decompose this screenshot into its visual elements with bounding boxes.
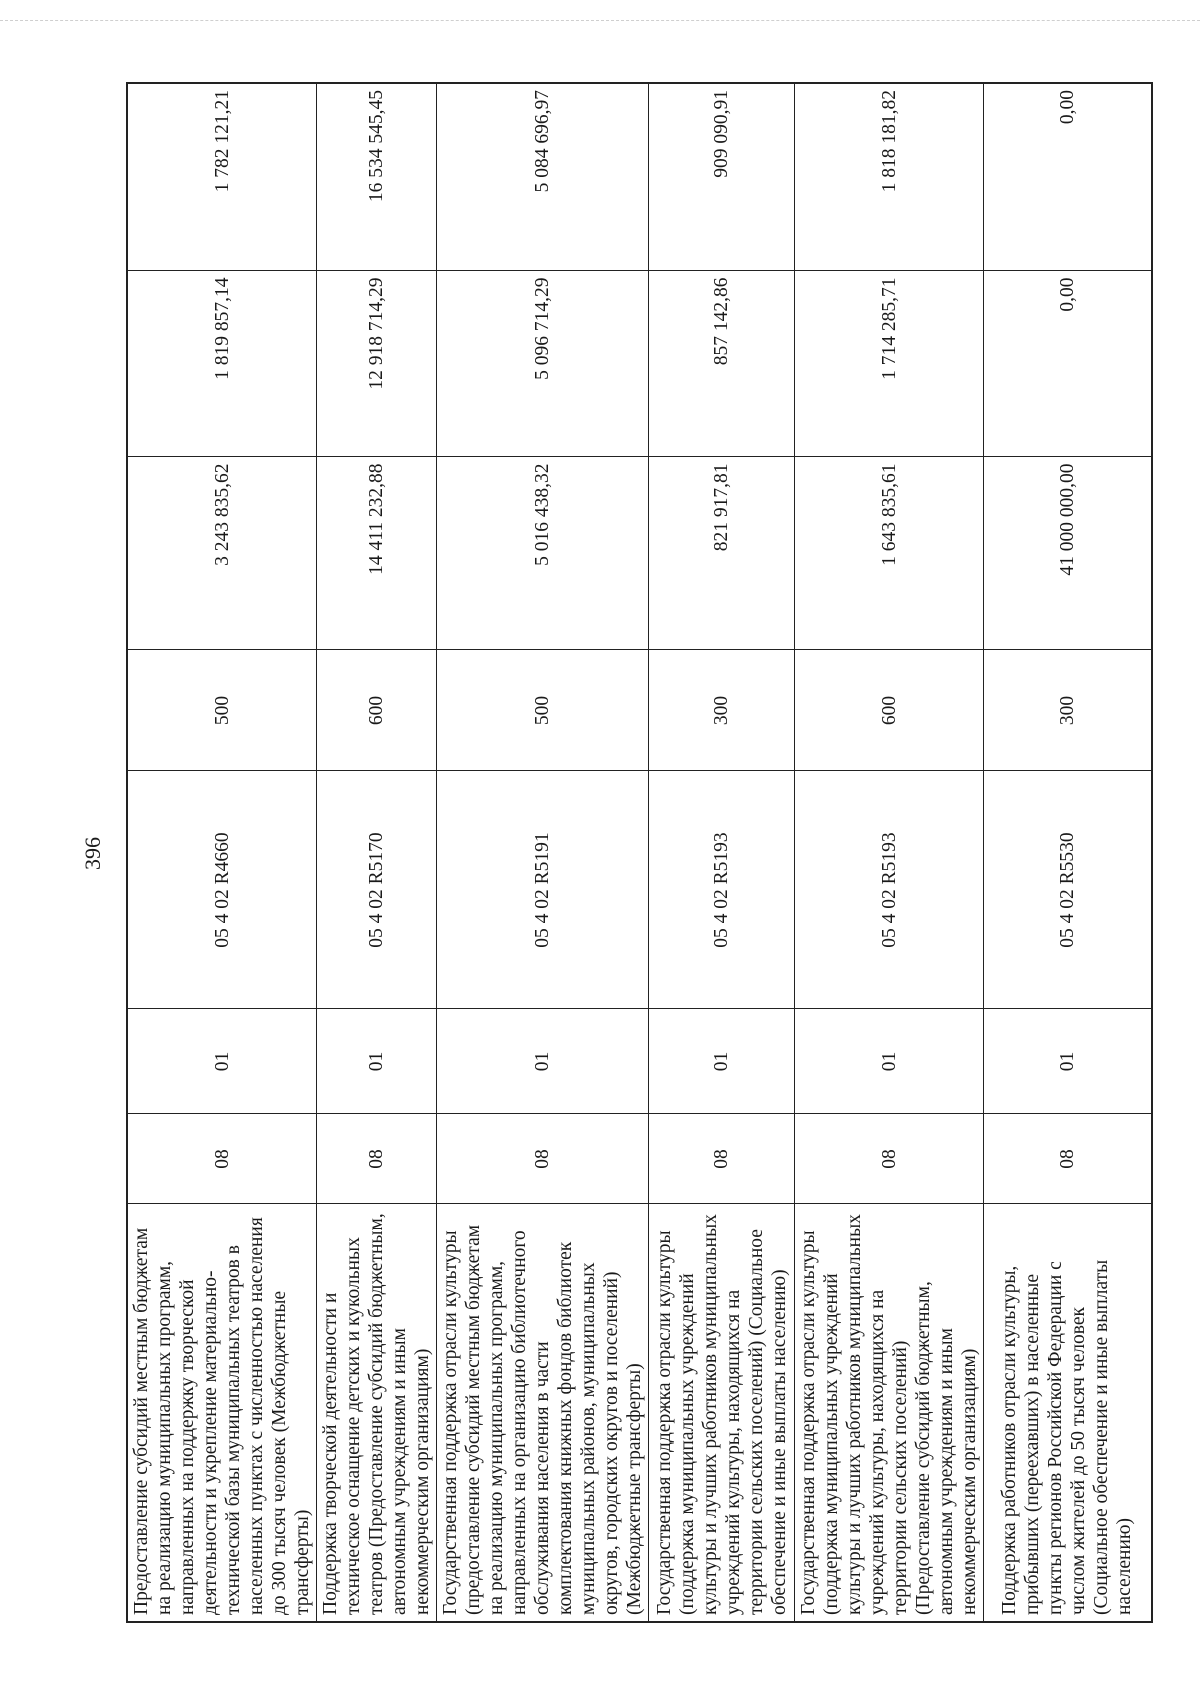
row-sum-3: 0,00 xyxy=(984,83,1152,271)
table-row xyxy=(437,83,649,1622)
row-name: Государственная поддержка отрасли культуры (предоставление субсидий местным бюджетам на реализацию муниципальных программ, направленных на организацию библиотечного обслуживания населения в части комплектования книжных фондов библиотек муниципальных районов, муниципальных округов, городских округов и поселений) (Межбюджетные трансферты) xyxy=(437,1204,649,1622)
row-csr: 05 4 02 R5530 xyxy=(984,771,1152,1009)
table-row xyxy=(795,83,984,1622)
row-vr: 500 xyxy=(437,650,649,771)
row-pr: 01 xyxy=(127,1009,317,1114)
row-sum-1: 41 000 000,00 xyxy=(984,457,1152,650)
row-sum-2: 1 714 285,71 xyxy=(795,271,984,457)
row-rz: 08 xyxy=(127,1114,317,1204)
row-sum-2: 5 096 714,29 xyxy=(437,271,649,457)
table-row xyxy=(984,83,1152,1622)
row-name: Государственная поддержка отрасли культуры (поддержка муниципальных учреждений культуры и лучших работников муниципальных учреждений культуры, находящихся на территории сельских поселений) (Социальное обеспечение и иные выплаты населению) xyxy=(649,1204,795,1622)
row-rz: 08 xyxy=(795,1114,984,1204)
budget-table xyxy=(126,82,1153,1623)
row-pr: 01 xyxy=(984,1009,1152,1114)
table-row xyxy=(317,83,437,1622)
row-pr: 01 xyxy=(437,1009,649,1114)
row-rz: 08 xyxy=(317,1114,437,1204)
row-csr: 05 4 02 R5193 xyxy=(795,771,984,1009)
row-sum-2: 857 142,86 xyxy=(649,271,795,457)
row-sum-3: 5 084 696,97 xyxy=(437,83,649,271)
row-sum-1: 821 917,81 xyxy=(649,457,795,650)
row-pr: 01 xyxy=(317,1009,437,1114)
table-row xyxy=(649,83,795,1622)
row-vr: 300 xyxy=(984,650,1152,771)
row-sum-3: 1 818 181,82 xyxy=(795,83,984,271)
row-vr: 500 xyxy=(127,650,317,771)
row-rz: 08 xyxy=(437,1114,649,1204)
row-rz: 08 xyxy=(984,1114,1152,1204)
row-sum-1: 14 411 232,88 xyxy=(317,457,437,650)
row-sum-3: 16 534 545,45 xyxy=(317,83,437,271)
row-vr: 600 xyxy=(795,650,984,771)
row-rz: 08 xyxy=(649,1114,795,1204)
row-pr: 01 xyxy=(649,1009,795,1114)
row-vr: 300 xyxy=(649,650,795,771)
row-sum-2: 12 918 714,29 xyxy=(317,271,437,457)
scan-edge-line xyxy=(0,20,1200,21)
row-sum-2: 0,00 xyxy=(984,271,1152,457)
rotated-table-container xyxy=(126,84,1136,1623)
table-row xyxy=(127,83,317,1622)
row-name: Предоставление субсидий местным бюджетам на реализацию муниципальных программ, направленных на поддержку творческой деятельности и укрепление материально-технической базы муниципальных театров в населенных пунктах с численностью населения до 300 тысяч человек (Межбюджетные трансферты) xyxy=(127,1204,317,1622)
row-vr: 600 xyxy=(317,650,437,771)
row-sum-2: 1 819 857,14 xyxy=(127,271,317,457)
row-csr: 05 4 02 R5193 xyxy=(649,771,795,1009)
row-sum-1: 5 016 438,32 xyxy=(437,457,649,650)
row-csr: 05 4 02 R5191 xyxy=(437,771,649,1009)
row-sum-1: 3 243 835,62 xyxy=(127,457,317,650)
row-name: Поддержка творческой деятельности и техническое оснащение детских и кукольных театров (Предоставление субсидий бюджетным, автономным учреждениям и иным некоммерческим организациям) xyxy=(317,1204,437,1622)
row-name: Поддержка работников отрасли культуры, прибывших (переехавших) в населенные пункты регионов Российской Федерации с числом жителей до 50 тысяч человек (Социальное обеспечение и иные выплаты населению) xyxy=(984,1204,1152,1622)
page-number: 396 xyxy=(80,837,105,870)
row-name: Государственная поддержка отрасли культуры (поддержка муниципальных учреждений культуры и лучших работников муниципальных учреждений культуры, находящихся на территории сельских поселений) (Предоставление субсидий бюджетным, автономным учреждениям и иным некоммерческим организациям) xyxy=(795,1204,984,1622)
row-sum-3: 1 782 121,21 xyxy=(127,83,317,271)
row-csr: 05 4 02 R5170 xyxy=(317,771,437,1009)
row-sum-1: 1 643 835,61 xyxy=(795,457,984,650)
row-sum-3: 909 090,91 xyxy=(649,83,795,271)
row-csr: 05 4 02 R4660 xyxy=(127,771,317,1009)
row-pr: 01 xyxy=(795,1009,984,1114)
